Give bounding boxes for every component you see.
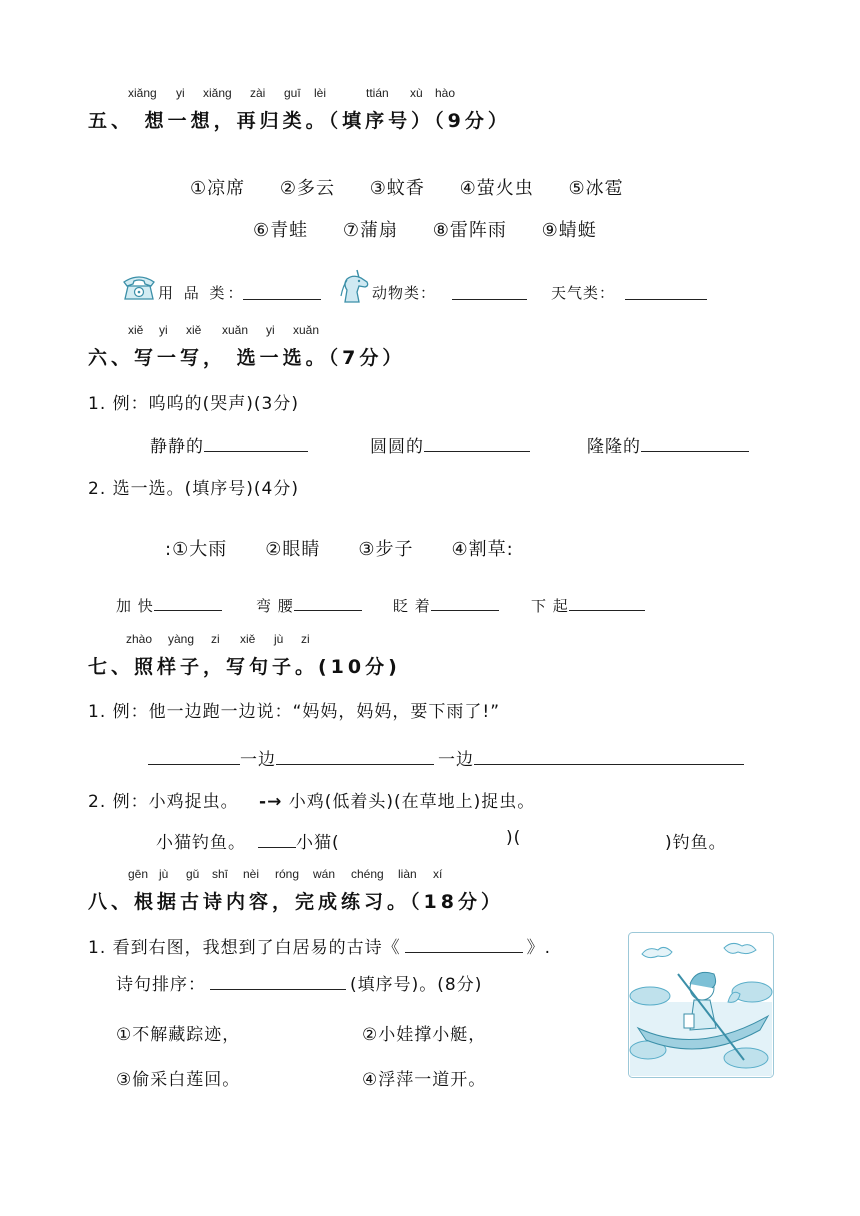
category-animals-blank[interactable] [452, 281, 527, 300]
category-tools-blank[interactable] [243, 281, 321, 300]
answer-blank[interactable] [474, 746, 744, 765]
telephone-icon [121, 272, 157, 302]
s6-q1-item: 静静的 [150, 432, 308, 457]
answer-blank[interactable] [294, 594, 362, 611]
answer-blank[interactable] [641, 433, 749, 452]
s7-q2-task: 小猫钓鱼。 小猫( [156, 828, 340, 853]
option-item: ③蚊香 [369, 178, 425, 199]
s5-pinyin: xiǎng yi xiǎng zài guī lèi ttián xù hào [128, 86, 456, 100]
option-item: ⑥青蛙 [253, 220, 309, 241]
s7-q2-end: )钓鱼。 [665, 833, 727, 853]
answer-blank[interactable] [569, 594, 645, 611]
s6-q2: 2. 选一选。(填序号)(4分) [88, 479, 299, 499]
boat-girl-illustration [628, 932, 774, 1078]
answer-blank[interactable] [276, 746, 434, 765]
poem-line: ④浮萍一道开。 [362, 1070, 487, 1090]
s7-pinyin: zhào yàng zi xiě jù zi [126, 632, 310, 646]
option-item: ⑨蜻蜓 [541, 220, 597, 241]
answer-blank[interactable] [154, 594, 222, 611]
poem-title-blank[interactable] [405, 934, 523, 953]
option-item: ⑤冰雹 [568, 178, 624, 199]
category-tools-label: 用 品 类： [158, 284, 246, 302]
unicorn-icon [337, 268, 373, 304]
s6-q1-item: 隆隆的 [587, 432, 749, 457]
answer-blank[interactable] [258, 829, 296, 848]
s6-q2-blank: 眨 着 [393, 594, 499, 616]
s5-items-row2 [253, 216, 597, 242]
s6-q1-item: 圆圆的 [370, 432, 530, 457]
poem-line: ①不解藏踪迹， [116, 1025, 241, 1045]
s6-pinyin: xiě yi xiě xuǎn yi xuǎn [128, 323, 320, 337]
section5-title: 五、 想一想，再归类。（填序号）（9分） [88, 110, 511, 132]
answer-blank[interactable] [431, 594, 499, 611]
option-item: ④萤火虫 [459, 178, 534, 199]
section6-title: 六、写一写， 选一选。（7分） [88, 347, 406, 369]
s6-q2-options: :①大雨 ②眼睛 ③步子 ④割草: [165, 539, 514, 560]
s7-q2: 2. 例：小鸡捉虫。 -→ 小鸡(低着头)(在草地上)捉虫。 [88, 792, 536, 812]
s7-q1-answer: 一边 一边 [148, 745, 744, 770]
option-item: ②多云 [279, 178, 336, 199]
s8-q1-order: 诗句排序： (填序号)。(8分) [116, 970, 482, 995]
category-animals-label: 动物类： [372, 284, 437, 302]
option-item: ①凉席 [190, 178, 246, 199]
s6-q2-blank: 加 快 [116, 594, 222, 616]
arrow-icon: -→ [259, 792, 283, 812]
s6-q1: 1. 例：呜呜的(哭声)(3分) [88, 394, 299, 414]
s6-q2-blank: 下 起 [531, 594, 645, 616]
s8-q1: 1. 看到右图，我想到了白居易的古诗《 》. [88, 933, 551, 958]
order-blank[interactable] [210, 971, 346, 990]
category-weather-label: 天气类： [551, 284, 616, 302]
s8-pinyin: gēn jù gǔ shī nèi róng wán chéng liàn xí [128, 867, 443, 881]
poem-line: ②小娃撑小艇， [362, 1025, 487, 1045]
option-item: ⑧雷阵雨 [432, 220, 507, 241]
section7-title: 七、照样子，写句子。(10分) [88, 656, 401, 678]
category-weather-blank[interactable] [625, 281, 707, 300]
s5-items-row1 [190, 174, 624, 200]
poem-line: ③偷采白莲回。 [116, 1070, 241, 1090]
s6-q2-blank: 弯 腰 [256, 594, 362, 616]
section8-title: 八、根据古诗内容，完成练习。（18分） [88, 891, 504, 913]
s7-q2-mid: )( [506, 828, 522, 848]
answer-blank[interactable] [148, 746, 240, 765]
s7-q1: 1. 例：他一边跑一边说：“妈妈，妈妈，要下雨了!” [88, 702, 501, 722]
option-item: ⑦蒲扇 [342, 220, 399, 241]
answer-blank[interactable] [204, 433, 308, 452]
answer-blank[interactable] [424, 433, 530, 452]
